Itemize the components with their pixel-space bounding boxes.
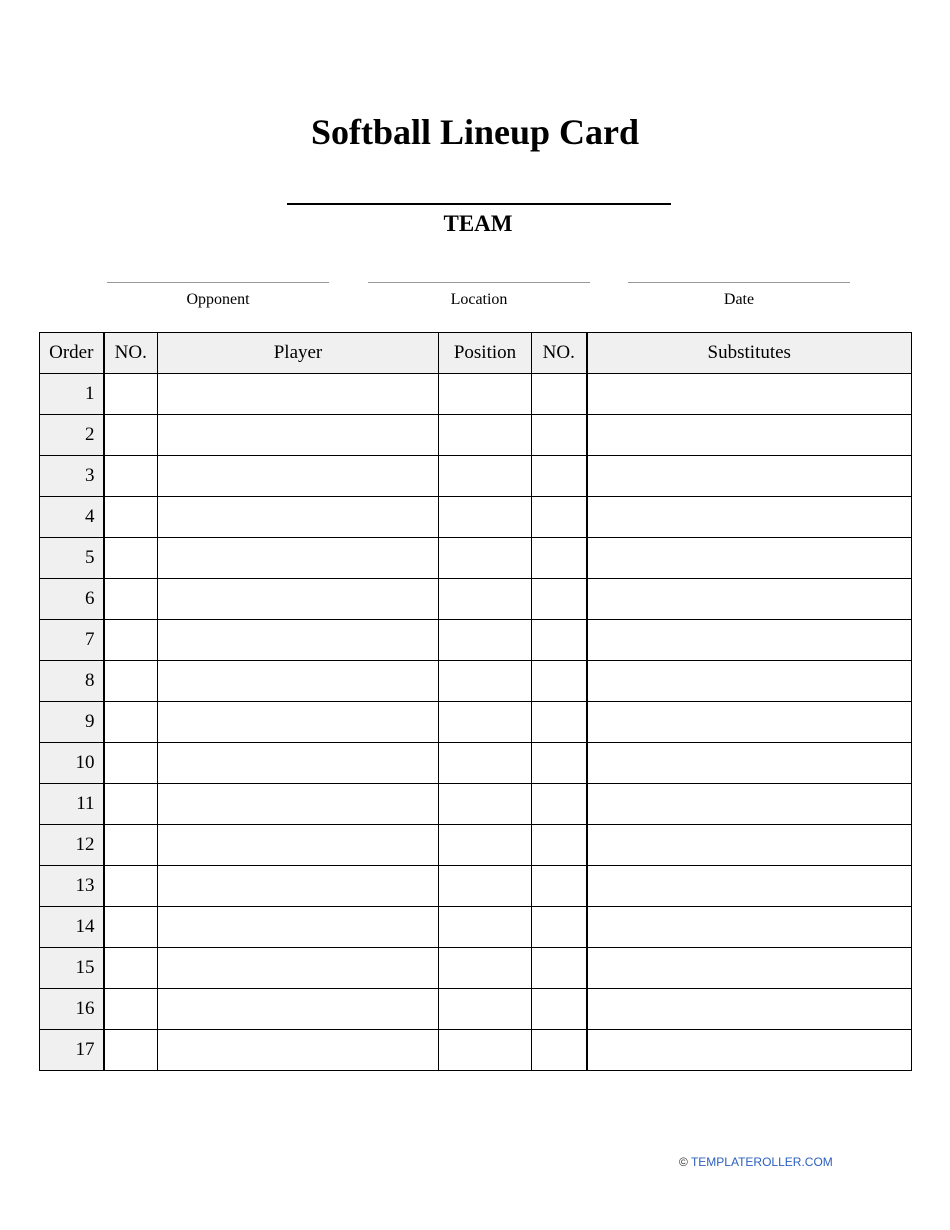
substitutes-cell[interactable] [587,866,912,907]
number-cell[interactable] [104,620,158,661]
sub-number-cell[interactable] [532,538,587,579]
position-cell[interactable] [439,374,532,415]
number-cell[interactable] [104,661,158,702]
substitutes-cell[interactable] [587,948,912,989]
player-cell[interactable] [158,907,439,948]
substitutes-cell[interactable] [587,538,912,579]
player-cell[interactable] [158,538,439,579]
order-cell: 10 [40,743,104,784]
copyright-notice [679,1155,833,1170]
position-cell[interactable] [439,579,532,620]
position-cell[interactable] [439,661,532,702]
substitutes-cell[interactable] [587,620,912,661]
substitutes-cell[interactable] [587,784,912,825]
substitutes-cell[interactable] [587,825,912,866]
sub-number-cell[interactable] [532,456,587,497]
position-cell[interactable] [439,866,532,907]
player-cell[interactable] [158,866,439,907]
sub-number-cell[interactable] [532,866,587,907]
header-order: Order [40,333,104,374]
order-cell: 4 [40,497,104,538]
table-row [40,415,912,456]
player-cell[interactable] [158,1030,439,1071]
position-cell[interactable] [439,456,532,497]
location-field [368,282,590,310]
substitutes-cell[interactable] [587,989,912,1030]
player-cell[interactable] [158,743,439,784]
position-cell[interactable] [439,743,532,784]
substitutes-cell[interactable] [587,579,912,620]
position-cell[interactable] [439,989,532,1030]
order-cell: 9 [40,702,104,743]
opponent-input-line[interactable] [107,282,329,283]
number-cell[interactable] [104,989,158,1030]
table-row [40,743,912,784]
order-cell: 2 [40,415,104,456]
sub-number-cell[interactable] [532,907,587,948]
table-row [40,456,912,497]
site-link[interactable]: TEMPLATEROLLER.COM [690,1155,833,1169]
order-cell: 16 [40,989,104,1030]
position-cell[interactable] [439,497,532,538]
table-row [40,825,912,866]
position-cell[interactable] [439,948,532,989]
substitutes-cell[interactable] [587,661,912,702]
location-input-line[interactable] [368,282,590,283]
sub-number-cell[interactable] [532,1030,587,1071]
header-player: Player [158,333,439,374]
number-cell[interactable] [104,907,158,948]
position-cell[interactable] [439,1030,532,1071]
table-header-row [40,333,912,374]
player-cell[interactable] [158,415,439,456]
table-row [40,579,912,620]
position-cell[interactable] [439,620,532,661]
substitutes-cell[interactable] [587,743,912,784]
copyright-symbol: © [679,1155,688,1169]
player-cell[interactable] [158,579,439,620]
sub-number-cell[interactable] [532,579,587,620]
order-cell: 15 [40,948,104,989]
header-substitutes: Substitutes [587,333,912,374]
sub-number-cell[interactable] [532,784,587,825]
number-cell[interactable] [104,497,158,538]
position-cell[interactable] [439,784,532,825]
number-cell[interactable] [104,579,158,620]
sub-number-cell[interactable] [532,415,587,456]
order-cell: 11 [40,784,104,825]
sub-number-cell[interactable] [532,825,587,866]
table-row [40,866,912,907]
table-row [40,948,912,989]
substitutes-cell[interactable] [587,702,912,743]
substitutes-cell[interactable] [587,907,912,948]
opponent-field [107,282,329,310]
number-cell[interactable] [104,538,158,579]
player-cell[interactable] [158,948,439,989]
substitutes-cell[interactable] [587,1030,912,1071]
player-cell[interactable] [158,497,439,538]
order-cell: 12 [40,825,104,866]
header-number: NO. [104,333,158,374]
number-cell[interactable] [104,374,158,415]
date-label: Date [723,291,755,308]
position-cell[interactable] [439,825,532,866]
order-cell: 6 [40,579,104,620]
date-input-line[interactable] [628,282,850,283]
number-cell[interactable] [104,866,158,907]
order-cell: 3 [40,456,104,497]
position-cell[interactable] [439,702,532,743]
header-position: Position [439,333,532,374]
number-cell[interactable] [104,702,158,743]
lineup-table [39,332,912,1071]
table-row [40,989,912,1030]
table-row [40,907,912,948]
player-cell[interactable] [158,784,439,825]
player-cell[interactable] [158,825,439,866]
order-cell: 7 [40,620,104,661]
order-cell: 5 [40,538,104,579]
substitutes-cell[interactable] [587,497,912,538]
table-row [40,374,912,415]
order-cell: 1 [40,374,104,415]
player-cell[interactable] [158,620,439,661]
location-label: Location [450,291,508,308]
number-cell[interactable] [104,1030,158,1071]
sub-number-cell[interactable] [532,497,587,538]
table-row [40,1030,912,1071]
table-row [40,784,912,825]
substitutes-cell[interactable] [587,456,912,497]
table-row [40,702,912,743]
sub-number-cell[interactable] [532,620,587,661]
sub-number-cell[interactable] [532,743,587,784]
date-field [628,282,850,310]
sub-number-cell[interactable] [532,989,587,1030]
header-sub-number: NO. [532,333,587,374]
table-row [40,661,912,702]
order-cell: 13 [40,866,104,907]
order-cell: 14 [40,907,104,948]
sub-number-cell[interactable] [532,702,587,743]
position-cell[interactable] [439,538,532,579]
player-cell[interactable] [158,702,439,743]
number-cell[interactable] [104,415,158,456]
player-cell[interactable] [158,456,439,497]
player-cell[interactable] [158,374,439,415]
number-cell[interactable] [104,825,158,866]
position-cell[interactable] [439,907,532,948]
page-title: Softball Lineup Card [310,112,640,152]
table-row [40,620,912,661]
sub-number-cell[interactable] [532,948,587,989]
team-input-line[interactable] [287,203,671,205]
player-cell[interactable] [158,661,439,702]
number-cell[interactable] [104,948,158,989]
sub-number-cell[interactable] [532,661,587,702]
substitutes-cell[interactable] [587,374,912,415]
number-cell[interactable] [104,784,158,825]
number-cell[interactable] [104,743,158,784]
player-cell[interactable] [158,989,439,1030]
position-cell[interactable] [439,415,532,456]
order-cell: 17 [40,1030,104,1071]
substitutes-cell[interactable] [587,415,912,456]
team-label: TEAM [443,211,513,236]
sub-number-cell[interactable] [532,374,587,415]
order-cell: 8 [40,661,104,702]
number-cell[interactable] [104,456,158,497]
opponent-label: Opponent [186,291,250,308]
table-row [40,538,912,579]
table-row [40,497,912,538]
